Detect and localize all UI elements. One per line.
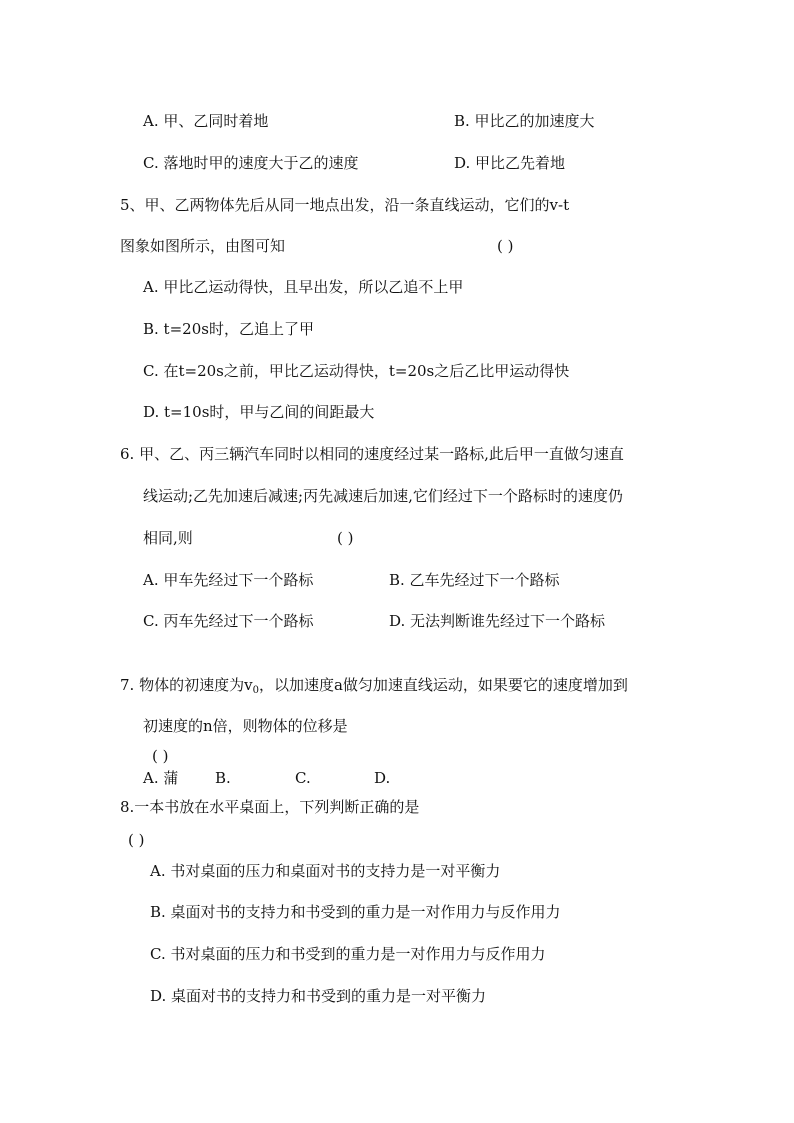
q7-option-a: A. 蒲: [143, 769, 179, 787]
q7-option-c: C.: [295, 769, 311, 787]
q8-option-b: B. 桌面对书的支持力和书受到的重力是一对作用力与反作用力: [150, 903, 561, 921]
q8-answer-paren: ( ): [128, 831, 145, 849]
q7-stem-post: ，以加速度a做匀加速直线运动，如果要它的速度增加到: [258, 676, 628, 694]
q4-option-c: C. 落地时甲的速度大于乙的速度: [143, 154, 359, 172]
q8-option-d: D. 桌面对书的支持力和书受到的重力是一对平衡力: [150, 987, 487, 1005]
q7-answer-paren: ( ): [152, 747, 169, 765]
q8-stem-line1: 8.一本书放在水平桌面上，下列判断正确的是: [120, 798, 420, 816]
q6-stem-line3: 相同,则: [143, 529, 193, 547]
q5-stem-line2: 图象如图所示，由图可知: [120, 237, 286, 255]
q6-option-a: A. 甲车先经过下一个路标: [143, 571, 314, 589]
q6-stem-line1: 6. 甲、乙、丙三辆汽车同时以相同的速度经过某一路标,此后甲一直做匀速直: [120, 445, 624, 463]
q5-option-c: C. 在t=20s之前，甲比乙运动得快，t=20s之后乙比甲运动得快: [143, 362, 570, 380]
q7-stem-line1: [120, 675, 628, 701]
q6-option-d: D. 无法判断谁先经过下一个路标: [389, 612, 606, 630]
q6-option-c: C. 丙车先经过下一个路标: [143, 612, 314, 630]
q7-stem-pre: 7. 物体的初速度为v: [120, 676, 253, 694]
q6-option-b: B. 乙车先经过下一个路标: [389, 571, 560, 589]
q5-option-a: A. 甲比乙运动得快，且早出发，所以乙追不上甲: [143, 278, 464, 296]
q4-option-b: B. 甲比乙的加速度大: [454, 112, 595, 130]
q5-option-d: D. t=10s时，甲与乙间的间距最大: [143, 403, 375, 421]
q4-option-d: D. 甲比乙先着地: [454, 154, 566, 172]
q5-answer-paren: ( ): [497, 237, 514, 255]
q5-stem-line1: 5、甲、乙两物体先后从同一地点出发，沿一条直线运动，它们的v-t: [120, 196, 570, 214]
q4-option-a: A. 甲、乙同时着地: [143, 112, 269, 130]
q5-option-b: B. t=20s时，乙追上了甲: [143, 320, 314, 338]
q6-stem-line2: 线运动;乙先加速后减速;丙先减速后加速,它们经过下一个路标时的速度仍: [143, 487, 623, 505]
q6-answer-paren: ( ): [337, 529, 354, 547]
q7-option-d: D.: [374, 769, 391, 787]
q7-option-b: B.: [215, 769, 231, 787]
q8-option-a: A. 书对桌面的压力和桌面对书的支持力是一对平衡力: [150, 862, 501, 880]
q8-option-c: C. 书对桌面的压力和书受到的重力是一对作用力与反作用力: [150, 945, 546, 963]
q7-stem-line2: 初速度的n倍，则物体的位移是: [143, 717, 348, 735]
q7-v0-subscript: 0: [252, 685, 259, 696]
